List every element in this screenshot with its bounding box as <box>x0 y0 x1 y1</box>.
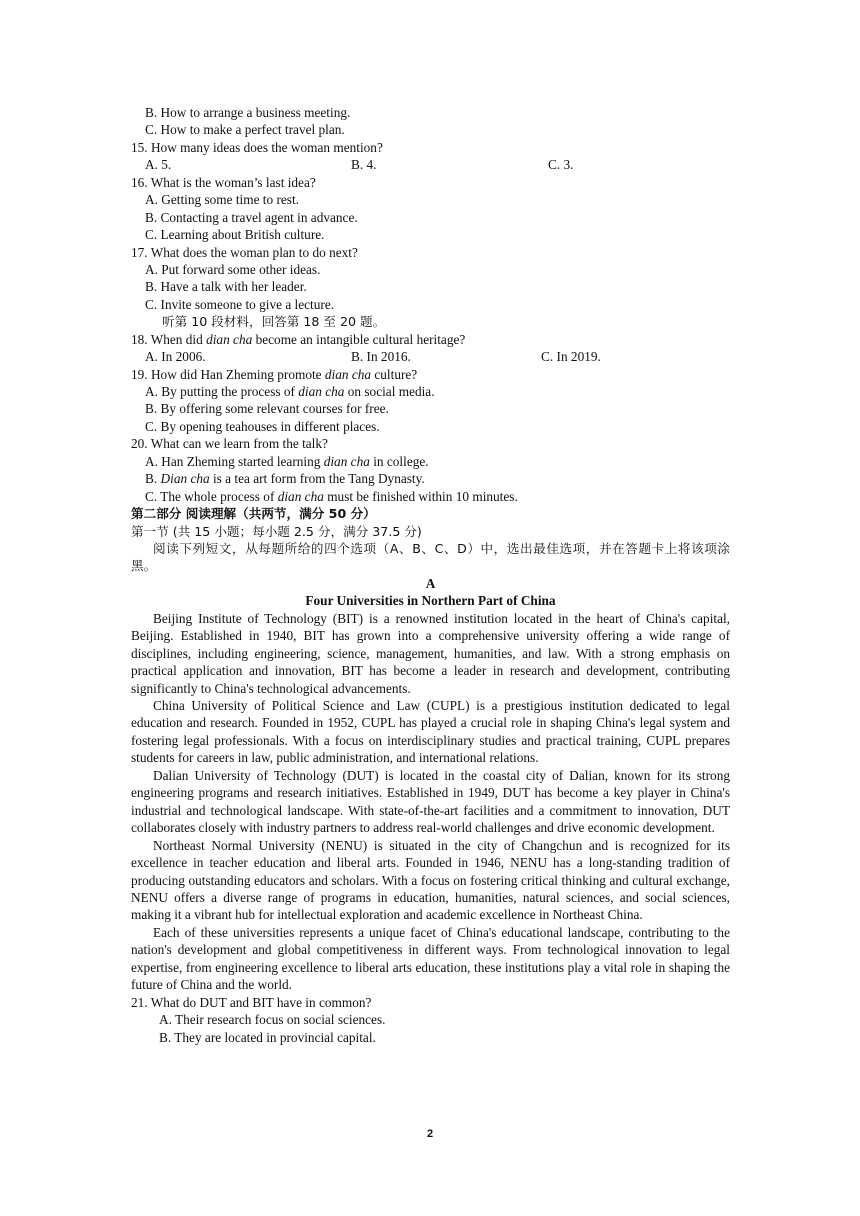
option-b: B. Dian cha is a tea art form from the Tang Dynasty. <box>145 471 425 487</box>
passage-paragraph: Dalian University of Technology (DUT) is located in the coastal city of Dalian, known for its strong engineering programs and research initiatives. Established in 1949, DUT has become a key player in China's industrial and technological landscape. With state-of-the-art facilities and a commitment to innovation, DUT collaborates closely with industry partners to address real-world challenges and drive economic development. <box>131 767 730 836</box>
option-c: C. Invite someone to give a lecture. <box>145 296 335 312</box>
option-line: B. How to arrange a business meeting. <box>145 105 351 120</box>
option-b: B. They are located in provincial capital. <box>159 1029 376 1045</box>
option-a: A. By putting the process of dian cha on social media. <box>145 384 435 399</box>
question-18-stem: 18. When did dian cha become an intangible cultural heritage? <box>131 331 466 347</box>
passage-paragraph: Northeast Normal University (NENU) is situated in the city of Changchun and is recognized for its excellence in teacher education and liberal arts. Founded in 1946, NENU has a long-standing tradition of producing outstanding educators and scholars. With a focus on fostering critical thinking and cultural exchange, NENU offers a diverse range of programs in education, humanities, natural sciences, and social sciences, making it a vibrant hub for intellectual exploration and academic excellence in Northeast China. <box>131 837 730 923</box>
passage-title: Four Universities in Northern Part of China <box>305 593 556 609</box>
option-a: A. Han Zheming started learning dian cha in college. <box>145 453 429 469</box>
question-21-stem: 21. What do DUT and BIT have in common? <box>131 994 372 1010</box>
passage-paragraph: Each of these universities represents a unique facet of China's educational landscape, contributing to the nation's development and global competitiveness in different ways. From technological innovation to legal expertise, from engineering excellence to liberal arts education, these institutions play a vital role in shaping the future of China and the world. <box>131 924 730 993</box>
option-b: B. 4. <box>351 157 377 173</box>
passage-paragraph: Beijing Institute of Technology (BIT) is a renowned institution located in the heart of China's capital, Beijing. Established in 1940, BIT has grown into a comprehensive university offering a wide range of disciplines, including engineering, science, management, humanities, and law. With a strong emphasis on practical application and innovation, BIT has become a leader in research and development, contributing significantly to China's technological advancements. <box>131 610 730 696</box>
option-b: B. Have a talk with her leader. <box>145 279 307 295</box>
question-17-stem: 17. What does the woman plan to do next? <box>131 244 358 260</box>
option-b: B. By offering some relevant courses for free. <box>145 401 389 417</box>
option-c: C. By opening teahouses in different places. <box>145 418 380 434</box>
option-a: A. Getting some time to rest. <box>145 192 299 208</box>
option-c: C. 3. <box>548 157 574 173</box>
passage-letter: A <box>425 575 436 591</box>
question-18-options <box>131 348 730 365</box>
question-16-stem: 16. What is the woman’s last idea? <box>131 174 316 190</box>
option-a: A. Put forward some other ideas. <box>145 261 321 277</box>
option-a: A. 5. <box>145 157 172 173</box>
question-20-stem: 20. What can we learn from the talk? <box>131 436 328 452</box>
option-a: A. In 2006. <box>145 349 206 365</box>
option-a: A. Their research focus on social sciences. <box>159 1012 386 1028</box>
question-15-options <box>131 156 730 173</box>
option-c: C. The whole process of dian cha must be finished within 10 minutes. <box>145 488 518 504</box>
page-number: 2 <box>426 1128 434 1140</box>
option-b: B. Contacting a travel agent in advance. <box>145 209 358 225</box>
option-b: B. In 2016. <box>351 349 411 365</box>
instructions: 阅读下列短文，从每题所给的四个选项（A、B、C、D）中，选出最佳选项，并在答题卡上将该项涂黑。 <box>131 540 730 574</box>
question-15-stem: 15. How many ideas does the woman mention? <box>131 139 383 155</box>
material-instruction: 听第 10 段材料，回答第 18 至 20 题。 <box>162 314 386 330</box>
section-heading: 第一节 (共 15 小题；每小题 2.5 分，满分 37.5 分) <box>131 523 422 539</box>
passage-paragraph: China University of Political Science and Law (CUPL) is a prestigious institution dedicated to legal education and research. Founded in 1952, CUPL has played a crucial role in shaping China's legal system and fostering legal professionals. With a focus on interdisciplinary studies and practical training, CUPL prepares students for careers in law, public administration, and international relations. <box>131 697 730 766</box>
question-19-stem: 19. How did Han Zheming promote dian cha culture? <box>131 366 418 382</box>
option-c: C. Learning about British culture. <box>145 227 325 243</box>
option-c: C. In 2019. <box>541 349 601 365</box>
part-heading: 第二部分 阅读理解（共两节，满分 50 分） <box>131 506 376 522</box>
option-line: C. How to make a perfect travel plan. <box>145 122 345 138</box>
exam-page <box>131 104 730 1046</box>
